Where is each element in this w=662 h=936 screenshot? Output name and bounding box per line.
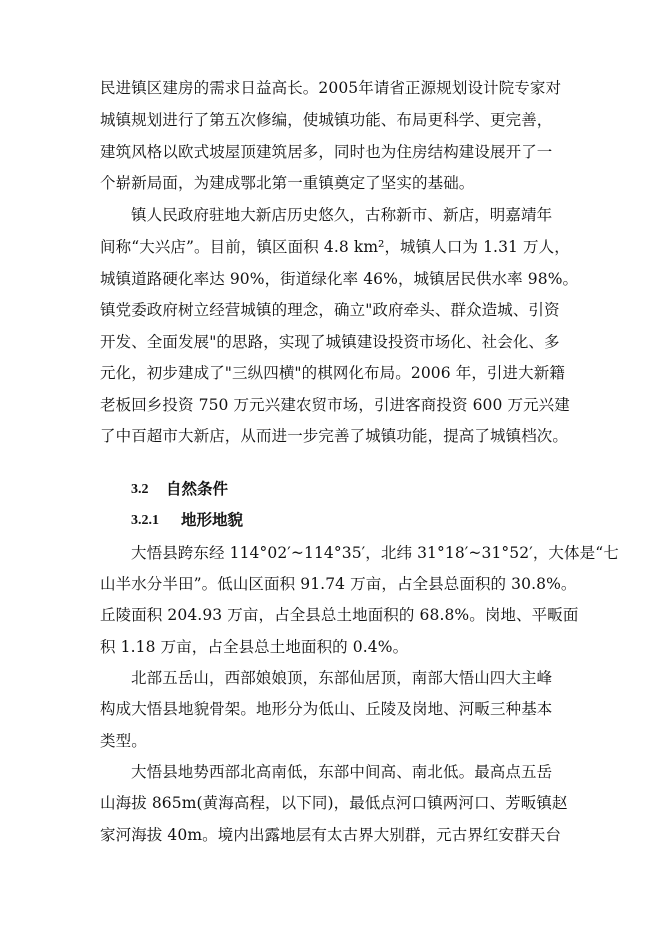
section-title: 自然条件 bbox=[166, 479, 229, 498]
paragraph-3-line-2: 山半水分半田”。低山区面积 91.74 万亩，占全县总面积的 30.8%。 bbox=[100, 575, 577, 593]
paragraph-5-line-2: 山海拔 865m(黄海高程，以下同)，最低点河口镇两河口、芳畈镇赵 bbox=[100, 794, 568, 812]
paragraph-2-line-3: 城镇道路硬化率达 90%，街道绿化率 46%，城镇居民供水率 98%。 bbox=[100, 270, 579, 288]
paragraph-3-line-1: 大悟县跨东经 114°02′~114°35′，北纬 31°18′~31°52′，大体是“七 bbox=[131, 544, 619, 562]
section-number: 3.2 bbox=[131, 482, 149, 497]
paragraph-5-line-1: 大悟县地势西部北高南低，东部中间高、南北低。最高点五岳 bbox=[131, 763, 553, 781]
paragraph-2-line-5: 开发、全面发展"的思路，实现了城镇建设投资市场化、社会化、多 bbox=[100, 333, 560, 351]
paragraph-3-line-3: 丘陵面积 204.93 万亩，占全县总土地面积的 68.8%。岗地、平畈面 bbox=[100, 606, 579, 624]
paragraph-1-line-2: 城镇规划进行了第五次修编，使城镇功能、布局更科学、更完善， bbox=[100, 111, 553, 129]
paragraph-2-line-4: 镇党委政府树立经营城镇的理念，确立"政府牵头、群众造城、引资 bbox=[100, 301, 560, 319]
paragraph-2-line-6: 元化，初步建成了"三纵四横"的棋网化布局。2006 年，引进大新籍 bbox=[100, 364, 565, 382]
paragraph-1-line-4: 个崭新局面，为建成鄂北第一重镇奠定了坚实的基础。 bbox=[100, 174, 475, 192]
paragraph-3-line-4: 积 1.18 万亩，占全县总土地面积的 0.4%。 bbox=[100, 638, 409, 656]
paragraph-2-line-2: 间称“大兴店”。目前，镇区面积 4.8 km²，城镇人口为 1.31 万人， bbox=[100, 238, 570, 256]
paragraph-4-line-2: 构成大悟县地貌骨架。地形分为低山、丘陵及岗地、河畈三种基本 bbox=[100, 700, 553, 718]
subsection-number: 3.2.1 bbox=[131, 513, 159, 528]
paragraph-2-line-8: 了中百超市大新店，从而进一步完善了城镇功能，提高了城镇档次。 bbox=[100, 427, 569, 445]
paragraph-1-line-3: 建筑风格以欧式坡屋顶建筑居多，同时也为住房结构建设展开了一 bbox=[100, 143, 553, 161]
paragraph-4-line-3: 类型。 bbox=[100, 732, 147, 750]
paragraph-2-line-7: 老板回乡投资 750 万元兴建农贸市场，引进客商投资 600 万元兴建 bbox=[100, 396, 570, 414]
subsection-title: 地形地貌 bbox=[181, 510, 244, 529]
paragraph-1-line-1: 民进镇区建房的需求日益高长。2005年请省正源规划设计院专家对 bbox=[100, 79, 562, 97]
paragraph-4-line-1: 北部五岳山，西部娘娘顶，东部仙居顶，南部大悟山四大主峰 bbox=[131, 669, 553, 687]
paragraph-2-line-1: 镇人民政府驻地大新店历史悠久，古称新市、新店，明嘉靖年 bbox=[131, 206, 553, 224]
paragraph-5-line-3: 家河海拔 40m。境内出露地层有太古界大别群，元古界红安群天台 bbox=[100, 826, 561, 844]
